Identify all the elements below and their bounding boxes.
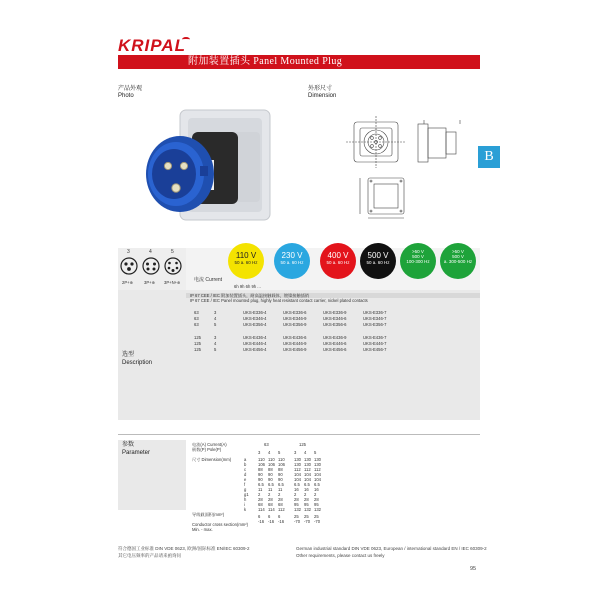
param-wire-value: -16 [268,519,275,524]
param-row-label: g1 [244,492,249,497]
order-number: UKS-E436-6 [283,335,307,340]
column-current: 电流 Current [194,277,223,283]
order-number: UKS-E446-7 [363,341,387,346]
pin-label-2p: 2P+⊕ [122,280,134,285]
pin-label-3p: 3P+⊕ [144,280,156,285]
param-value: 130 [304,462,311,467]
param-value: 112 [314,467,321,472]
table-cell: 5 [214,347,217,352]
hours-row: 6h 9h 6h 9h ... [234,284,261,289]
order-number: UKS-E336-6 [283,310,307,315]
param-value: 104 [294,477,301,482]
param-value: 6.5 [278,482,284,487]
param-value: 132 [294,507,301,512]
param-value: 130 [304,457,311,462]
param-value: 6.5 [268,482,274,487]
param-wire-value: 25 [304,514,309,519]
order-number: UKS-E456-4 [243,347,267,352]
param-wire-value: 6 [268,514,271,519]
param-value: 104 [304,472,311,477]
param-value: 2 [304,492,307,497]
param-pole-header: 4 [268,450,271,455]
param-value: 16 [294,487,299,492]
param-value: 112 [294,467,301,472]
order-number: UKS-E356-4 [243,322,267,327]
table-cell: 4 [214,341,217,346]
param-wire-value: 6 [278,514,281,519]
pin-count-4: 4 [149,249,152,255]
footer-cn-2: 其它电压频率的产品请来函询问 [118,553,181,558]
param-value: 6.5 [258,482,264,487]
param-value: 2 [278,492,281,497]
param-value: 90 [278,477,283,482]
param-row-label: b [244,462,247,467]
param-pole-header: 5 [314,450,317,455]
order-number: UKS-E336-4 [243,310,267,315]
param-value: 95 [294,502,299,507]
section-tab[interactable]: B [478,146,500,168]
param-pole-header: 4 [304,450,307,455]
pin-layout-diagrams [119,256,185,276]
param-value: 104 [294,472,301,477]
pin-count-5: 5 [171,249,174,255]
param-head-pole: 极数(P) Pole(P) [192,447,222,452]
order-number: UKS-E446-9 [283,341,307,346]
order-number: UKS-E446-4 [243,341,267,346]
param-value: 104 [314,472,321,477]
param-current-63: 63 [264,442,269,447]
voltage-gt50-100-300[interactable]: >50 V 500 V 100-300 Hz [400,243,436,279]
param-wire-value: 25 [314,514,319,519]
param-value: 6.5 [294,482,300,487]
param-value: 2 [268,492,271,497]
param-value: 88 [278,467,283,472]
param-current-125: 125 [299,442,306,447]
order-number: UKS-E456-6 [323,347,347,352]
param-row-label: f [244,482,246,487]
order-number: UKS-E446-6 [323,341,347,346]
param-wire-value: -70 [294,519,301,524]
param-value: 28 [304,497,309,502]
param-value: 11 [268,487,273,492]
section-divider [118,434,480,435]
voltage-gt50-300-500[interactable]: >50 V 500 V a. 300-500 Hz [440,243,476,279]
param-wire-value: 6 [258,514,261,519]
brand-logo: KRIPAL [118,36,187,55]
param-wire-value: -16 [258,519,265,524]
param-wire-value: -70 [304,519,311,524]
voltage-110[interactable]: 110 V 50 a. 60 Hz [228,243,264,279]
table-cell: 125 [194,347,201,352]
parameter-label-en: Parameter [122,450,151,456]
param-value: 90 [268,477,273,482]
param-value: 95 [304,502,309,507]
order-number: UKS-E346-4 [243,316,267,321]
footer-en-2: Other requirements, please contact us freely [296,553,385,558]
order-number: UKS-E356-7 [363,322,387,327]
photo-label-en: Photo [118,93,134,99]
voltage-230[interactable]: 230 V 50 a. 60 Hz [274,243,310,279]
param-value: 68 [268,502,273,507]
param-value: 11 [278,487,283,492]
param-wire-value: -70 [314,519,321,524]
param-value: 114 [268,507,275,512]
param-value: 90 [258,477,263,482]
page-title: 附加装置插头 Panel Mounted Plug [188,56,343,67]
table-note-cn: IP 67 CEE / IEC 附加装置插头，耐高温接触载体，镀镍接触插销 [190,293,310,298]
param-row-label: g [244,487,247,492]
param-row-label: c [244,467,247,472]
voltage-500[interactable]: 500 V 50 a. 60 Hz [360,243,396,279]
dimension-label-cn: 外形尺寸 [308,86,333,92]
param-value: 104 [314,477,321,482]
param-value: 16 [304,487,309,492]
table-note-en: IP 67 CEE / IEC Panel mounted plug, highly heat resistant contact carrier, nickel plated contacts [190,298,368,303]
param-value: 114 [258,507,265,512]
param-dimension-label: 尺寸 Dimension(mm) [192,457,232,462]
order-number: UKS-E436-4 [243,335,267,340]
param-pole-header: 3 [258,450,261,455]
param-value: 28 [314,497,319,502]
param-value: 28 [294,497,299,502]
param-value: 106 [268,462,275,467]
order-number: UKS-E456-9 [283,347,307,352]
param-row-label: d [244,472,247,477]
param-wire-label-en: Conductor cross section(mm²) [192,522,249,527]
pin-label-3pn: 3P+N+⊕ [164,280,181,285]
table-cell: 3 [214,335,217,340]
dimension-label-en: Dimension [308,93,337,99]
table-cell: 63 [194,322,199,327]
param-value: 110 [268,457,275,462]
param-value: 130 [314,462,321,467]
photo-label-cn: 产品外观 [118,86,143,92]
param-value: 104 [304,477,311,482]
order-number: UKS-E336-9 [323,310,347,315]
param-value: 28 [258,497,263,502]
param-wire-value: -16 [278,519,285,524]
param-value: 6.5 [304,482,310,487]
plug-photo [140,102,280,232]
order-number: UKS-E436-7 [363,335,387,340]
param-value: 6.5 [314,482,320,487]
param-value: 68 [278,502,283,507]
param-value: 90 [268,472,273,477]
param-value: 11 [258,487,263,492]
dimension-drawing [340,112,470,222]
param-row-label: e [244,477,247,482]
param-pole-header: 3 [294,450,297,455]
order-number: UKS-E336-7 [363,310,387,315]
param-value: 90 [278,472,283,477]
param-wire-label-cn: 导线截面积(mm²) [192,512,225,517]
table-cell: 125 [194,341,201,346]
param-value: 106 [278,462,285,467]
description-label-en: Description [122,360,153,366]
table-cell: 4 [214,316,217,321]
param-value: 2 [314,492,317,497]
param-row-label: k [244,507,247,512]
page-number: 95 [470,566,477,572]
param-row-label: h [244,497,247,502]
param-value: 130 [294,462,301,467]
order-number: UKS-E356-9 [283,322,307,327]
param-value: 95 [314,502,319,507]
param-value: 28 [278,497,283,502]
logo-swoosh [182,37,190,42]
pin-count-3: 3 [127,249,130,255]
param-row-label: i [244,502,245,507]
param-value: 130 [314,457,321,462]
table-cell: 5 [214,322,217,327]
param-value: 132 [314,507,321,512]
param-value: 132 [304,507,311,512]
voltage-400[interactable]: 400 V 50 a. 60 Hz [320,243,356,279]
param-row-label: a [244,457,247,462]
param-value: 130 [294,457,301,462]
table-cell: 63 [194,316,199,321]
description-label-cn: 选型 [122,352,135,358]
param-value: 112 [278,507,285,512]
param-wire-value: 25 [294,514,299,519]
table-cell: 3 [214,310,217,315]
param-value: 106 [258,462,265,467]
order-number: UKS-E346-9 [283,316,307,321]
order-number: UKS-E356-6 [323,322,347,327]
order-number: UKS-E346-6 [323,316,347,321]
param-pole-header: 5 [278,450,281,455]
order-number: UKS-E456-7 [363,347,387,352]
table-cell: 125 [194,335,201,340]
param-value: 2 [294,492,297,497]
order-number: UKS-E436-9 [323,335,347,340]
footer-en-1: German industrial standard DIN VDE 0623, European / international standard EN / IEC 60309-2 [296,546,487,551]
param-value: 88 [268,467,273,472]
param-value: 90 [258,472,263,477]
param-value: 110 [278,457,285,462]
title-bar [118,55,480,69]
param-value: 28 [268,497,273,502]
param-value: 16 [314,487,319,492]
param-value: 68 [258,502,263,507]
param-value: 88 [258,467,263,472]
param-value: 2 [258,492,261,497]
param-wire-minmax: Min. - max. [192,527,213,532]
param-value: 110 [258,457,265,462]
footer-cn-1: 符合德国工业标准 DIN VDE 0623, 欧洲/国际标准 EN/IEC 60309-2 [118,546,250,551]
param-head-current: 电流(A) Current(A) [192,442,227,447]
param-value: 112 [304,467,311,472]
parameter-label-cn: 参数 [122,442,135,448]
order-number: UKS-E346-7 [363,316,387,321]
table-cell: 63 [194,310,199,315]
